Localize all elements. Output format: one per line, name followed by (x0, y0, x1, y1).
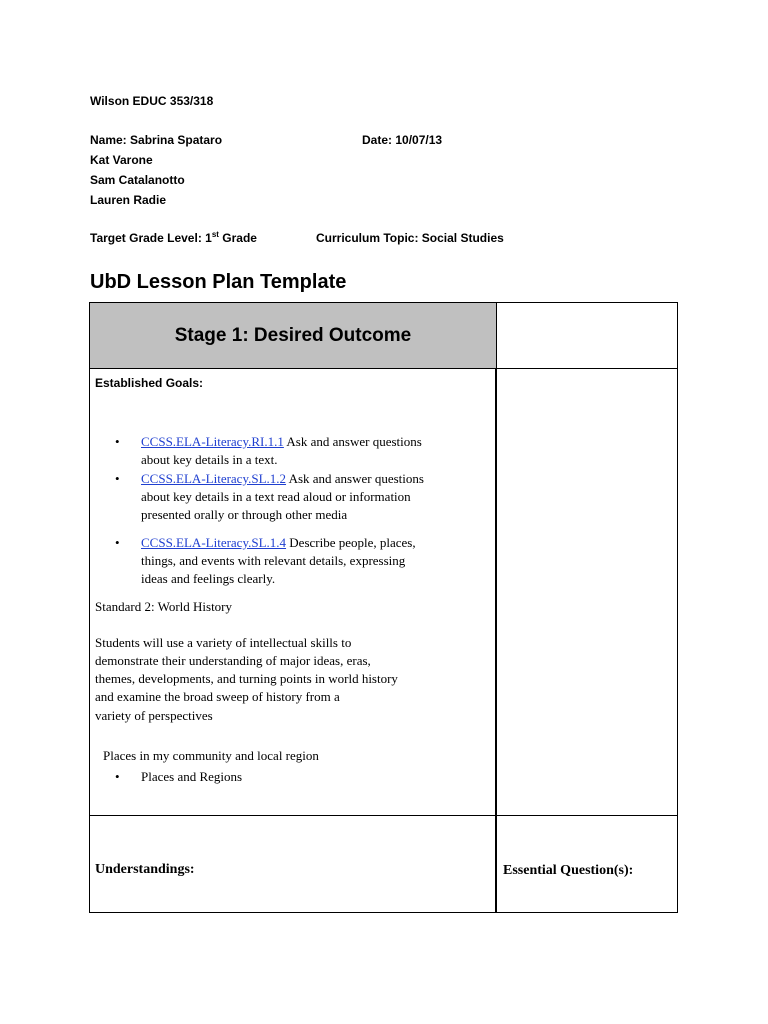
standard-link[interactable]: CCSS.ELA-Literacy.SL.1.2 (141, 471, 287, 486)
stage-header-cell (89, 302, 497, 369)
standard-text: about key details in a text. (141, 452, 278, 467)
goals-side-empty-cell (496, 368, 678, 816)
standard-text: presented orally or through other media (141, 507, 348, 522)
standard-2-heading: Standard 2: World History (95, 599, 233, 614)
students-text-line: Students will use a variety of intellectual skills to (95, 635, 352, 650)
standard-text: ideas and feelings clearly. (141, 571, 276, 586)
name-line: Name: Sabrina Spataro (90, 133, 223, 147)
grade-level-prefix: Target Grade Level: 1 (90, 231, 212, 245)
page-title: UbD Lesson Plan Template (90, 271, 347, 293)
standard-text: Ask and answer questions (286, 471, 424, 486)
standard-link[interactable]: CCSS.ELA-Literacy.RI.1.1 (141, 434, 284, 449)
essential-questions-label: Essential Question(s): (503, 863, 634, 878)
standard-text: Describe people, places, (286, 535, 416, 550)
team-member-name: Sam Catalanotto (90, 173, 185, 187)
stage-title: Stage 1: Desired Outcome (174, 324, 412, 346)
bullet-icon: • (115, 471, 120, 486)
grade-level-line (90, 231, 257, 245)
team-member-name: Lauren Radie (90, 193, 167, 207)
grade-level-suffix: Grade (218, 231, 257, 245)
bullet-icon: • (115, 535, 120, 550)
understandings-label: Understandings: (95, 862, 195, 877)
bullet-icon: • (115, 434, 120, 449)
students-text-line: demonstrate their understanding of major ideas, eras, (95, 653, 371, 668)
standard-text: things, and events with relevant details, expressing (141, 553, 406, 568)
places-line: Places in my community and local region (103, 748, 319, 763)
grade-level-superscript: st (211, 230, 219, 239)
students-text-line: and examine the broad sweep of history from a (95, 689, 340, 704)
team-member-name: Kat Varone (90, 153, 153, 167)
curriculum-topic-line: Curriculum Topic: Social Studies (316, 231, 504, 245)
students-text-line: themes, developments, and turning points in world history (95, 671, 398, 686)
bullet-icon: • (115, 769, 120, 784)
standard-link[interactable]: CCSS.ELA-Literacy.SL.1.4 (141, 535, 287, 550)
standard-text: Ask and answer questions (283, 434, 422, 449)
places-bullet-text: Places and Regions (141, 769, 243, 784)
lesson-plan-table (89, 302, 678, 913)
established-goals-label: Established Goals: (95, 376, 204, 390)
stage-header-empty-cell (496, 302, 678, 369)
students-text-line: variety of perspectives (95, 708, 213, 723)
course-line: Wilson EDUC 353/318 (90, 94, 214, 108)
date-line: Date: 10/07/13 (362, 133, 443, 147)
standard-text: about key details in a text read aloud or information (141, 489, 411, 504)
